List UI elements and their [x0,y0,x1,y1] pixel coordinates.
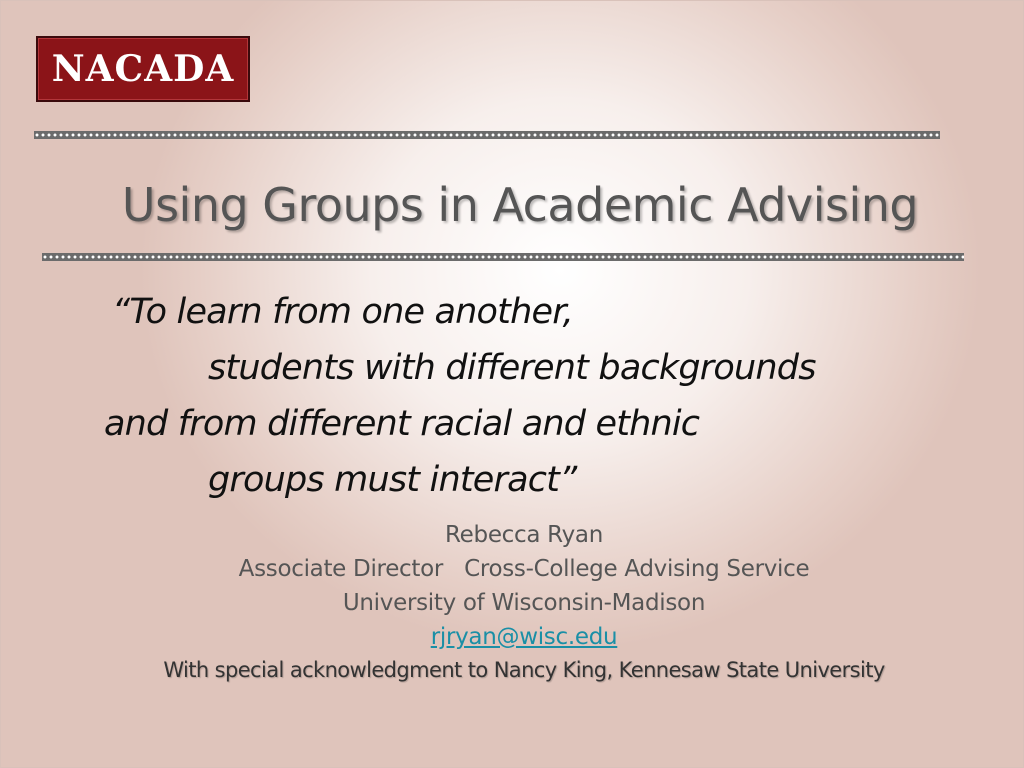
presenter-position: Associate Director Cross-College Advising Service [238,556,810,582]
title-divider [42,253,964,261]
quote-line-3: and from different racial and ethnic [104,404,700,444]
quote-line-2: students with different backgrounds [208,348,816,388]
quote-line-1: “To learn from one another, [112,292,573,332]
quote-line-4: groups must interact” [208,460,577,500]
presenter-institution: University of Wisconsin-Madison [342,590,706,616]
email-link[interactable]: rjryan@wisc.edu [430,624,618,650]
nacada-logo [36,36,250,102]
slide-title: Using Groups in Academic Advising [121,178,919,232]
top-divider [34,131,940,139]
presenter-name: Rebecca Ryan [445,522,603,548]
presenter-email-line [12,624,1024,650]
acknowledgment: With special acknowledgment to Nancy King, Kennesaw State University [163,658,885,682]
logo-text: NACADA [51,48,235,90]
